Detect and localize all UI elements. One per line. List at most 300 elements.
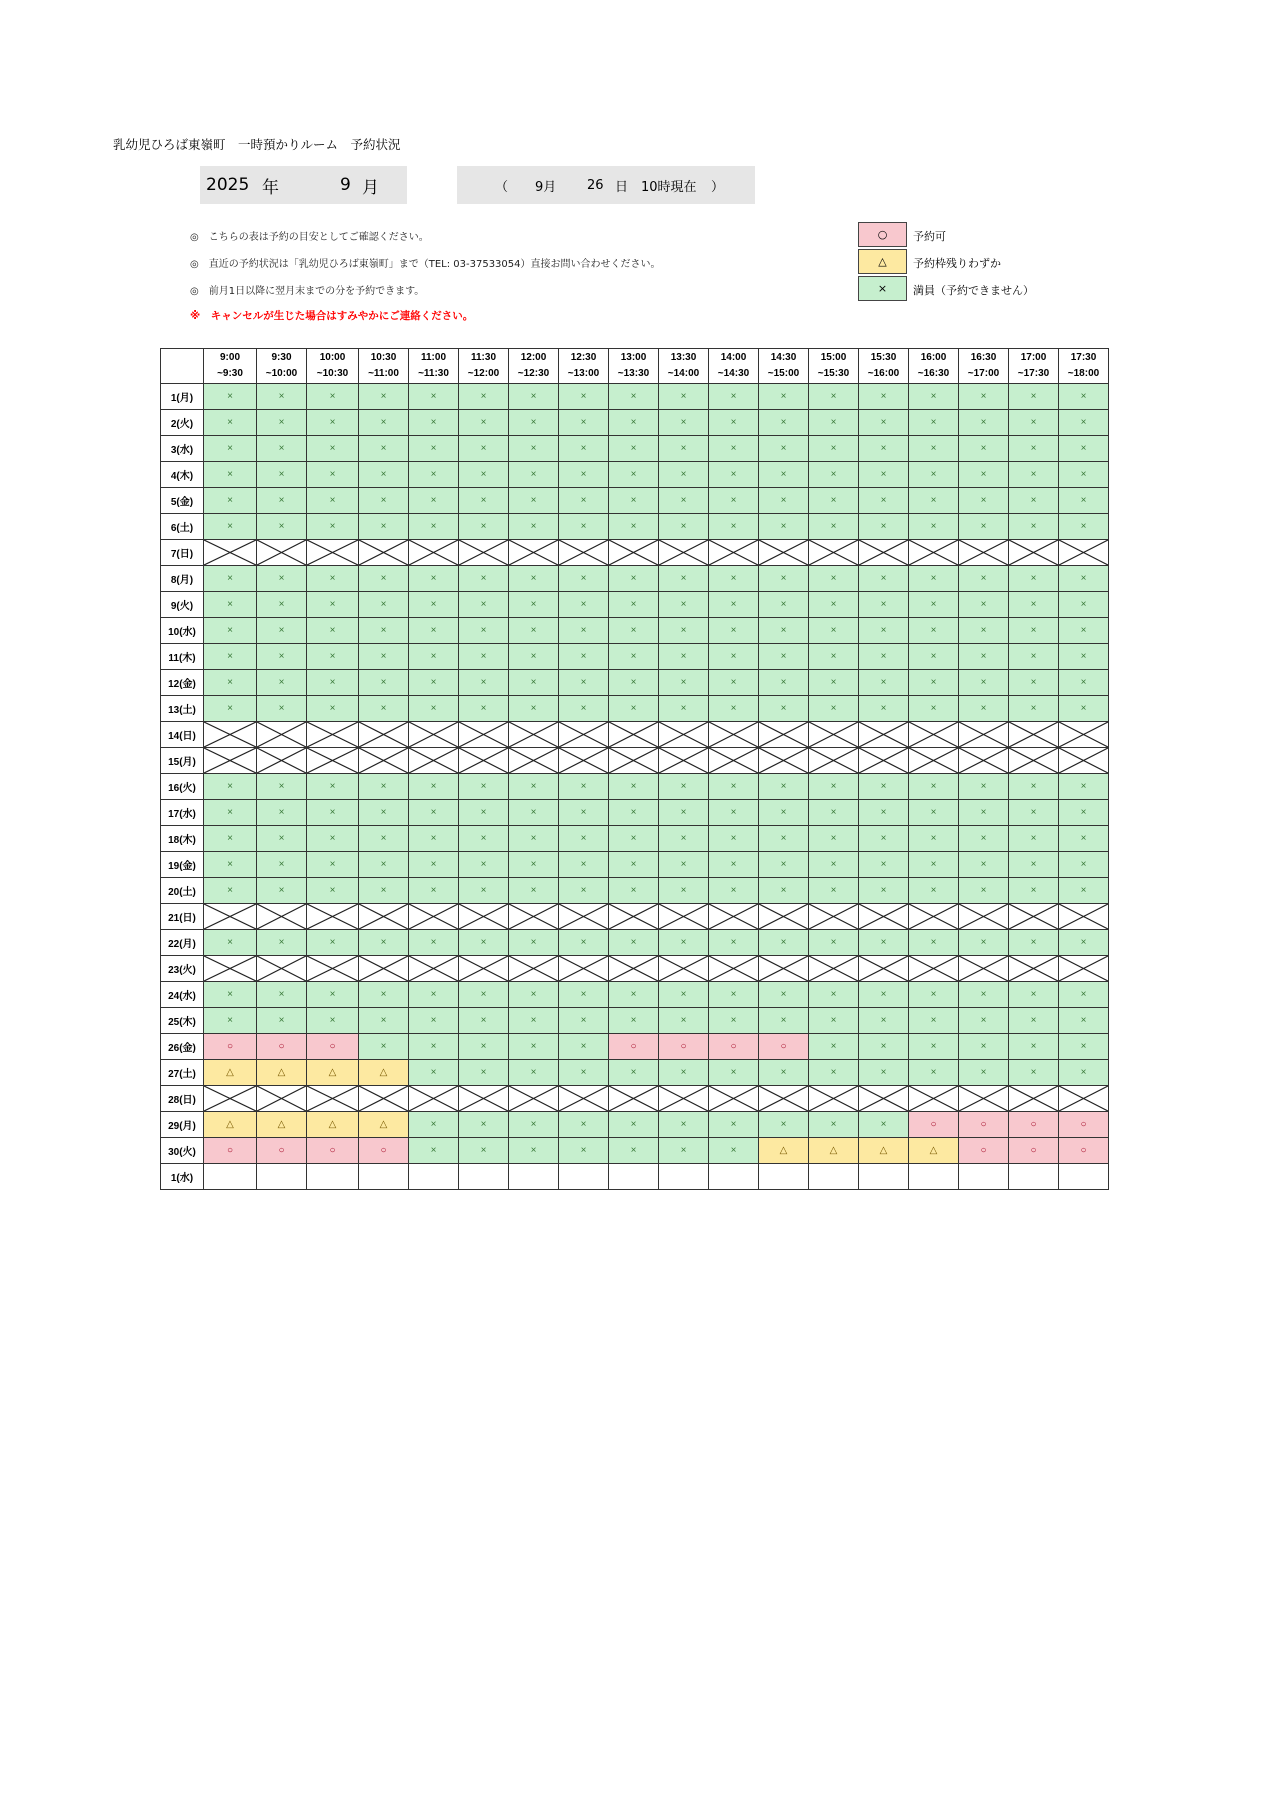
slot-cell-closed [509,722,559,748]
slot-cell-full: × [359,930,409,956]
slot-cell-closed [409,1086,459,1112]
slot-cell-closed [909,904,959,930]
slot-start: 10:30 [370,352,397,363]
slot-end: ~10:30 [316,368,349,379]
slot-cell-full: × [709,462,759,488]
time-slot-header [459,349,509,384]
slot-cell-closed [409,904,459,930]
slot-cell-full: × [459,592,509,618]
slot-cell-full: × [409,878,459,904]
slot-cell-full: × [1009,930,1059,956]
slot-cell-full: × [659,1060,709,1086]
slot-cell-few-left: △ [359,1060,409,1086]
closed-cross-icon [609,722,658,747]
slot-cell-full: × [1009,800,1059,826]
slot-cell-full: × [909,930,959,956]
slot-cell-closed [759,722,809,748]
slot-end: ~15:00 [767,368,800,379]
slot-cell-available: ○ [359,1138,409,1164]
slot-cell-full: × [509,826,559,852]
slot-cell-full: × [307,774,359,800]
slot-start: 14:30 [770,352,797,363]
slot-cell-full: × [559,670,609,696]
slot-cell-full: × [959,592,1009,618]
slot-cell-full: × [809,644,859,670]
slot-cell-full: × [759,514,809,540]
slot-cell-full: × [204,514,257,540]
closed-cross-icon [759,956,808,981]
slot-cell-full: × [459,696,509,722]
slot-cell-full: × [759,878,809,904]
slot-cell-full: × [459,618,509,644]
slot-cell-closed [1009,904,1059,930]
slot-cell-full: × [559,800,609,826]
slot-cell-full: × [759,852,809,878]
slot-cell-full: × [1059,410,1109,436]
slot-cell-full: × [307,566,359,592]
slot-cell-closed [659,540,709,566]
slot-cell-full: × [1009,514,1059,540]
slot-cell-full: × [959,1060,1009,1086]
slot-start: 17:00 [1020,352,1047,363]
slot-cell-empty [709,1164,759,1190]
slot-cell-full: × [509,644,559,670]
slot-cell-closed [659,904,709,930]
slot-cell-full: × [909,696,959,722]
closed-cross-icon [959,540,1008,565]
table-row [161,540,1109,566]
slot-cell-full: × [409,488,459,514]
slot-cell-closed [959,748,1009,774]
slot-cell-full: × [559,618,609,644]
slot-cell-full: × [859,592,909,618]
slot-end: ~16:00 [867,368,900,379]
slot-cell-closed [359,956,409,982]
slot-cell-closed [459,1086,509,1112]
closed-cross-icon [809,904,858,929]
slot-cell-full: × [1009,852,1059,878]
month-value: 9 [340,175,351,195]
slot-cell-full: × [509,1112,559,1138]
cancel-warning: ※ キャンセルが生じた場合はすみやかにご連絡ください。 [190,310,474,322]
slot-cell-full: × [709,410,759,436]
slot-cell-full: × [759,436,809,462]
slot-cell-full: × [709,592,759,618]
closed-cross-icon [1059,956,1108,981]
closed-cross-icon [609,540,658,565]
year-unit: 年 [262,177,279,198]
slot-cell-full: × [1059,462,1109,488]
table-row [161,800,1109,826]
day-label: 18(木) [161,826,204,852]
table-row [161,878,1109,904]
slot-cell-full: × [459,644,509,670]
slot-cell-few-left: △ [307,1112,359,1138]
slot-cell-closed [257,956,307,982]
slot-cell-full: × [409,592,459,618]
slot-cell-full: × [409,384,459,410]
slot-cell-full: × [809,982,859,1008]
slot-cell-full: × [509,488,559,514]
closed-cross-icon [759,904,808,929]
slot-cell-full: × [307,436,359,462]
day-label: 7(日) [161,540,204,566]
year-value: 2025 [206,175,250,195]
slot-cell-closed [659,722,709,748]
slot-cell-full: × [959,1034,1009,1060]
table-row [161,384,1109,410]
slot-cell-full: × [959,800,1009,826]
time-slot-header [859,349,909,384]
slot-cell-closed [959,904,1009,930]
closed-cross-icon [204,748,256,773]
slot-cell-full: × [659,436,709,462]
table-row [161,904,1109,930]
note-1: ◎ こちらの表は予約の目安としてご確認ください。 [190,232,429,243]
slot-cell-closed [659,956,709,982]
slot-cell-full: × [909,826,959,852]
slot-cell-closed [1059,904,1109,930]
slot-cell-full: × [204,644,257,670]
slot-cell-full: × [1009,1060,1059,1086]
slot-cell-full: × [1059,982,1109,1008]
slot-cell-full: × [809,462,859,488]
slot-cell-full: × [659,826,709,852]
slot-start: 15:30 [870,352,897,363]
slot-cell-full: × [409,930,459,956]
slot-cell-full: × [959,1008,1009,1034]
slot-cell-full: × [559,410,609,436]
day-label: 6(土) [161,514,204,540]
day-label: 4(木) [161,462,204,488]
slot-cell-full: × [809,592,859,618]
slot-cell-full: × [659,852,709,878]
slot-cell-full: × [409,1008,459,1034]
closed-cross-icon [859,904,908,929]
slot-cell-full: × [909,462,959,488]
slot-cell-full: × [659,566,709,592]
slot-cell-full: × [909,436,959,462]
time-slot-header [257,349,307,384]
closed-cross-icon [959,722,1008,747]
slot-end: ~13:30 [617,368,650,379]
slot-cell-empty [204,1164,257,1190]
slot-cell-closed [809,956,859,982]
slot-cell-full: × [257,670,307,696]
slot-cell-full: × [959,410,1009,436]
slot-cell-closed [307,540,359,566]
slot-cell-full: × [609,410,659,436]
slot-cell-full: × [909,644,959,670]
slot-end: ~18:00 [1067,368,1100,379]
time-slot-header-row [161,349,1109,384]
slot-cell-full: × [759,774,809,800]
slot-cell-full: × [859,462,909,488]
slot-cell-full: × [459,410,509,436]
slot-cell-closed [559,904,609,930]
slot-cell-full: × [257,774,307,800]
slot-cell-closed [459,540,509,566]
corner-cell [161,349,204,384]
slot-cell-full: × [709,618,759,644]
slot-cell-full: × [659,514,709,540]
slot-cell-full: × [709,852,759,878]
slot-cell-full: × [609,852,659,878]
closed-cross-icon [909,722,958,747]
slot-cell-full: × [257,800,307,826]
closed-cross-icon [559,748,608,773]
slot-cell-full: × [1009,982,1059,1008]
slot-cell-full: × [759,1008,809,1034]
slot-cell-full: × [959,436,1009,462]
slot-cell-empty [759,1164,809,1190]
slot-cell-full: × [659,1112,709,1138]
slot-cell-full: × [609,800,659,826]
slot-cell-full: × [509,696,559,722]
slot-cell-full: × [1009,670,1059,696]
slot-cell-closed [709,1086,759,1112]
closed-cross-icon [709,748,758,773]
closed-cross-icon [959,904,1008,929]
slot-cell-full: × [509,1034,559,1060]
slot-cell-full: × [1059,826,1109,852]
slot-cell-full: × [204,410,257,436]
slot-cell-full: × [509,566,559,592]
closed-cross-icon [307,956,358,981]
slot-cell-full: × [1009,696,1059,722]
closed-cross-icon [409,1086,458,1111]
slot-cell-full: × [809,670,859,696]
slot-cell-full: × [609,774,659,800]
slot-cell-full: × [859,800,909,826]
slot-cell-full: × [509,1060,559,1086]
slot-cell-full: × [709,774,759,800]
slot-cell-full: × [509,436,559,462]
slot-cell-full: × [559,1138,609,1164]
slot-cell-full: × [1059,852,1109,878]
as-of-close-paren: ） [711,179,725,195]
closed-cross-icon [307,722,358,747]
closed-cross-icon [409,956,458,981]
closed-cross-icon [709,956,758,981]
slot-cell-full: × [809,384,859,410]
closed-cross-icon [1059,722,1108,747]
table-row [161,982,1109,1008]
slot-cell-full: × [859,1060,909,1086]
slot-cell-closed [1059,956,1109,982]
closed-cross-icon [559,1086,608,1111]
slot-cell-full: × [809,488,859,514]
slot-cell-full: × [1009,436,1059,462]
slot-cell-full: × [359,878,409,904]
slot-cell-full: × [307,696,359,722]
closed-cross-icon [709,722,758,747]
slot-cell-full: × [359,1034,409,1060]
slot-cell-full: × [204,566,257,592]
slot-cell-full: × [909,1060,959,1086]
reservation-table [160,348,1109,1190]
slot-cell-full: × [609,1138,659,1164]
closed-cross-icon [459,540,508,565]
slot-cell-full: × [659,644,709,670]
slot-cell-empty [459,1164,509,1190]
slot-cell-few-left: △ [257,1112,307,1138]
slot-cell-closed [559,722,609,748]
slot-cell-full: × [307,644,359,670]
slot-start: 11:00 [420,352,447,363]
closed-cross-icon [659,956,708,981]
slot-cell-full: × [559,436,609,462]
day-label: 23(火) [161,956,204,982]
slot-cell-available: ○ [204,1034,257,1060]
slot-cell-closed [709,956,759,982]
slot-cell-closed [559,956,609,982]
slot-cell-full: × [257,592,307,618]
slot-cell-full: × [1059,774,1109,800]
slot-cell-full: × [659,618,709,644]
slot-cell-closed [307,722,359,748]
slot-cell-full: × [709,696,759,722]
day-label: 20(土) [161,878,204,904]
slot-cell-few-left: △ [759,1138,809,1164]
slot-cell-closed [307,1086,359,1112]
slot-start: 16:30 [970,352,997,363]
slot-cell-full: × [409,1060,459,1086]
slot-cell-closed [359,722,409,748]
table-row [161,1138,1109,1164]
closed-cross-icon [659,540,708,565]
slot-cell-closed [307,748,359,774]
slot-cell-full: × [459,982,509,1008]
day-label: 1(水) [161,1164,204,1190]
slot-cell-full: × [204,1008,257,1034]
slot-cell-available: ○ [1009,1138,1059,1164]
slot-cell-full: × [459,566,509,592]
slot-cell-full: × [909,592,959,618]
slot-cell-full: × [459,1112,509,1138]
slot-cell-available: ○ [307,1034,359,1060]
slot-cell-few-left: △ [809,1138,859,1164]
slot-cell-closed [257,1086,307,1112]
slot-cell-full: × [359,410,409,436]
slot-cell-full: × [909,1034,959,1060]
slot-cell-closed [759,956,809,982]
slot-cell-few-left: △ [359,1112,409,1138]
slot-end: ~12:00 [467,368,500,379]
slot-cell-full: × [509,982,559,1008]
slot-cell-full: × [959,618,1009,644]
slot-cell-full: × [759,618,809,644]
slot-cell-full: × [559,644,609,670]
slot-cell-full: × [359,436,409,462]
slot-cell-full: × [1059,566,1109,592]
slot-cell-full: × [709,1060,759,1086]
table-row [161,514,1109,540]
slot-end: ~13:00 [567,368,600,379]
slot-cell-full: × [659,982,709,1008]
slot-cell-closed [459,722,509,748]
slot-cell-full: × [204,670,257,696]
slot-cell-full: × [709,644,759,670]
slot-cell-available: ○ [959,1112,1009,1138]
slot-cell-full: × [1059,800,1109,826]
closed-cross-icon [509,722,558,747]
slot-start: 14:00 [720,352,747,363]
slot-cell-closed [257,722,307,748]
slot-cell-full: × [359,696,409,722]
slot-cell-full: × [659,670,709,696]
slot-cell-full: × [359,384,409,410]
slot-cell-full: × [257,1008,307,1034]
slot-cell-closed [509,748,559,774]
slot-cell-full: × [204,826,257,852]
slot-cell-full: × [307,592,359,618]
slot-cell-full: × [359,982,409,1008]
slot-cell-full: × [859,878,909,904]
closed-cross-icon [609,748,658,773]
slot-cell-full: × [307,930,359,956]
table-row [161,1112,1109,1138]
closed-cross-icon [1009,722,1058,747]
as-of-box [457,166,755,204]
slot-cell-full: × [959,488,1009,514]
slot-cell-available: ○ [909,1112,959,1138]
slot-cell-full: × [809,696,859,722]
slot-cell-closed [459,748,509,774]
slot-cell-available: ○ [609,1034,659,1060]
slot-cell-closed [809,748,859,774]
table-row [161,774,1109,800]
slot-cell-full: × [959,462,1009,488]
slot-cell-closed [859,904,909,930]
slot-cell-full: × [659,384,709,410]
slot-cell-closed [1059,748,1109,774]
time-slot-header [359,349,409,384]
slot-cell-full: × [307,852,359,878]
time-slot-header [307,349,359,384]
slot-cell-full: × [1059,436,1109,462]
slot-cell-full: × [204,982,257,1008]
slot-cell-few-left: △ [909,1138,959,1164]
slot-cell-full: × [307,384,359,410]
slot-cell-full: × [1009,1034,1059,1060]
closed-cross-icon [909,540,958,565]
slot-cell-full: × [459,436,509,462]
slot-cell-full: × [609,644,659,670]
slot-cell-full: × [859,488,909,514]
table-row [161,826,1109,852]
slot-cell-full: × [759,592,809,618]
closed-cross-icon [609,956,658,981]
slot-cell-full: × [909,1008,959,1034]
slot-cell-full: × [759,826,809,852]
slot-cell-full: × [709,670,759,696]
closed-cross-icon [559,722,608,747]
slot-cell-full: × [509,1008,559,1034]
slot-cell-full: × [1059,644,1109,670]
slot-cell-full: × [809,1008,859,1034]
closed-cross-icon [257,1086,306,1111]
slot-cell-full: × [204,436,257,462]
slot-cell-full: × [809,878,859,904]
as-of-open-paren: （ [495,179,509,195]
closed-cross-icon [709,540,758,565]
slot-cell-full: × [204,852,257,878]
slot-cell-full: × [459,774,509,800]
slot-cell-closed [359,1086,409,1112]
note-2: ◎ 直近の予約状況は「乳幼児ひろば東嶺町」まで（TEL: 03-37533054）直接お問い合わせください。 [190,259,661,270]
slot-cell-empty [859,1164,909,1190]
